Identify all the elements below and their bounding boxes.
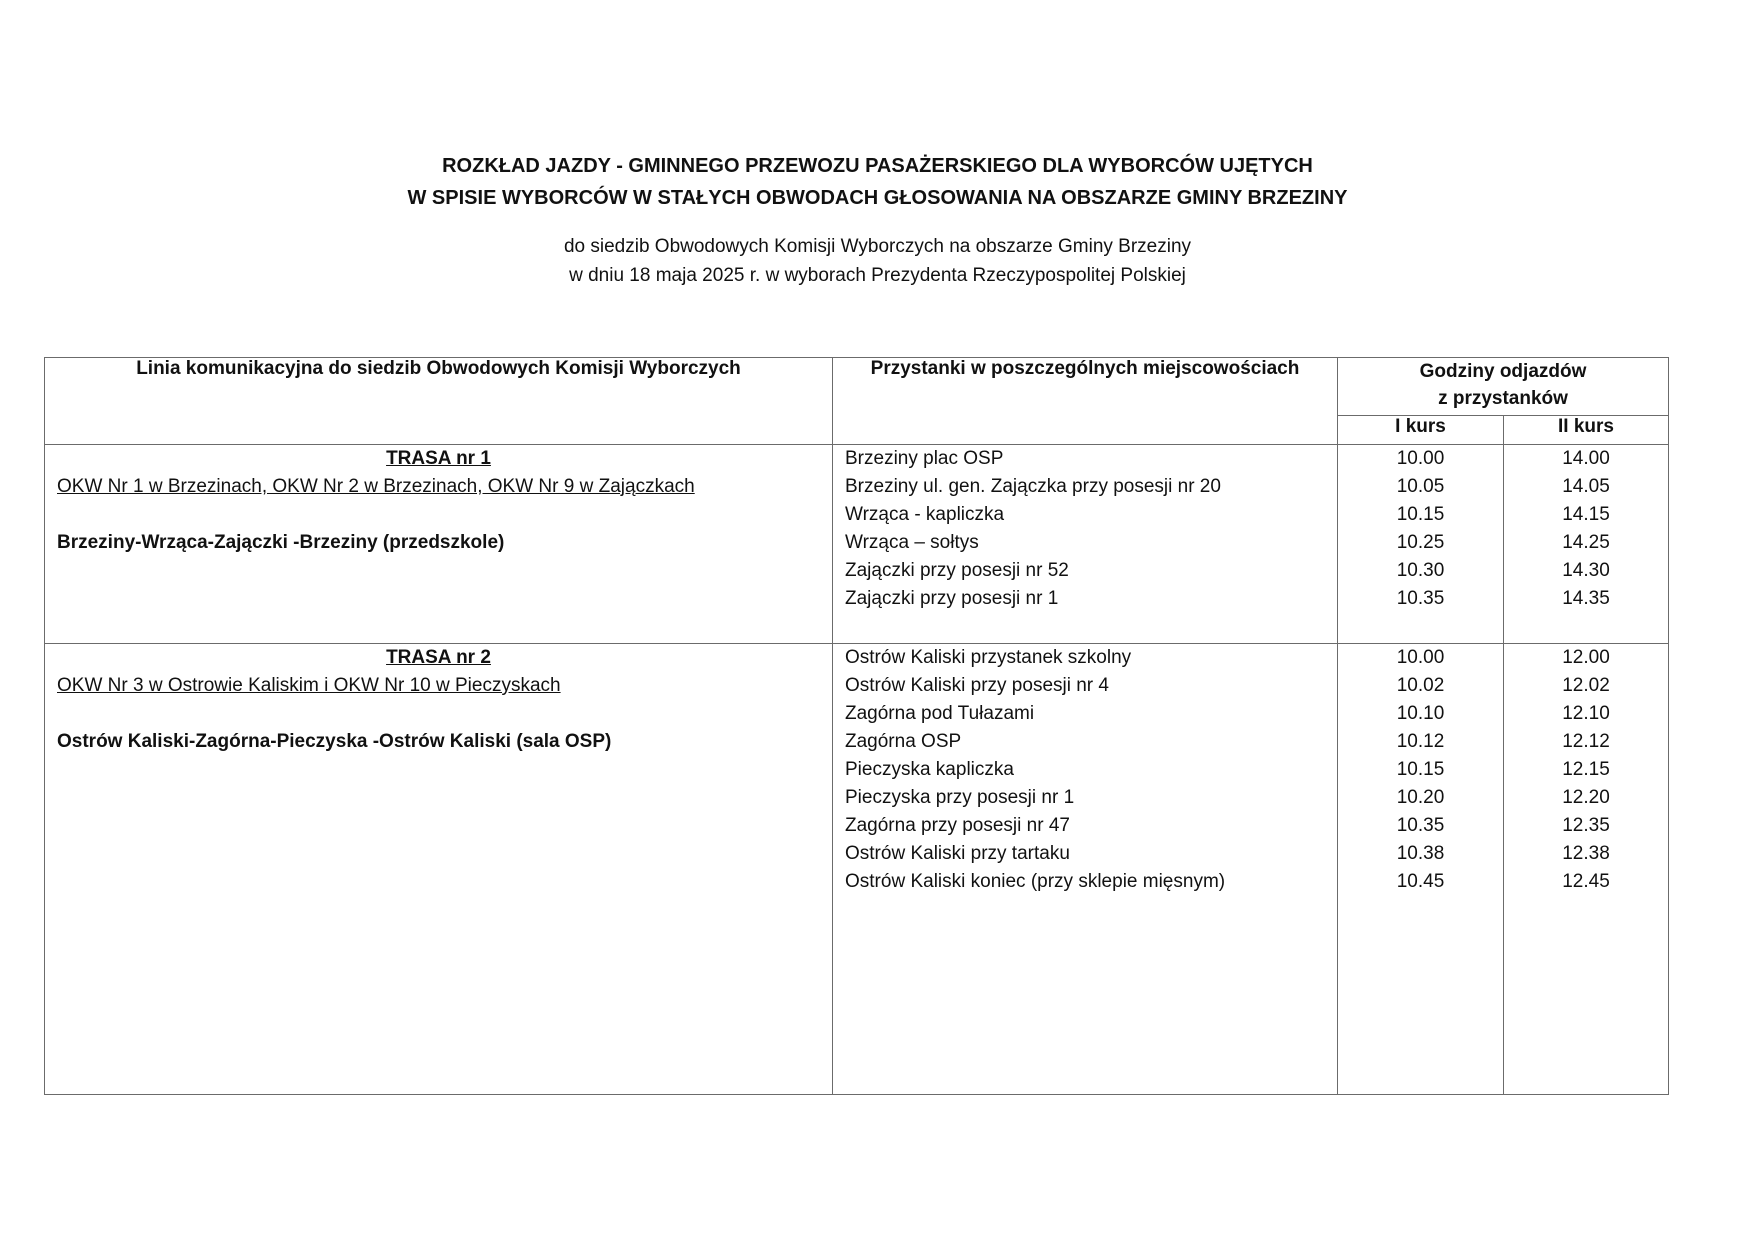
departure-time: 14.00 — [1562, 448, 1610, 469]
departure-time: 12.12 — [1562, 731, 1610, 752]
kurs-2-cell — [1504, 445, 1669, 644]
route-name: TRASA nr 2 — [386, 647, 491, 668]
departure-time: 10.15 — [1396, 759, 1445, 780]
departure-time: 12.10 — [1562, 703, 1610, 724]
route-name: TRASA nr 1 — [386, 448, 491, 469]
stops-cell — [833, 445, 1338, 644]
departure-time: 10.00 — [1396, 448, 1445, 469]
header-hours-line-1: Godziny odjazdów — [1419, 361, 1587, 382]
departure-time: 14.25 — [1562, 532, 1610, 553]
subtitle-line-2: w dniu 18 maja 2025 r. w wyborach Prezydenta Rzeczypospolitej Polskiej — [569, 265, 1186, 286]
route-info-cell — [45, 644, 833, 1095]
route-path: Brzeziny-Wrząca-Zajączki -Brzeziny (przedszkole) — [57, 532, 505, 553]
header-kurs-2: II kurs — [1504, 415, 1669, 444]
schedule-table — [44, 357, 1669, 1095]
header-stops: Przystanki w poszczególnych miejscowościach — [833, 358, 1338, 445]
stop-name: Ostrów Kaliski przy tartaku — [845, 843, 1070, 864]
header-hours-line-2: z przystanków — [1438, 388, 1568, 409]
departure-time: 10.02 — [1396, 675, 1445, 696]
departure-time: 10.10 — [1396, 703, 1445, 724]
stop-name: Zajączki przy posesji nr 52 — [845, 560, 1069, 581]
kurs-1-cell — [1338, 644, 1504, 1095]
route-info-cell — [45, 445, 833, 644]
title-line-1: ROZKŁAD JAZDY - GMINNEGO PRZEWOZU PASAŻERSKIEGO DLA WYBORCÓW UJĘTYCH — [442, 155, 1313, 177]
departure-time: 10.05 — [1396, 476, 1445, 497]
departure-time: 12.02 — [1562, 675, 1610, 696]
departure-time: 10.35 — [1396, 588, 1445, 609]
route-row — [45, 445, 1669, 644]
stop-name: Brzeziny ul. gen. Zajączka przy posesji nr 20 — [845, 476, 1221, 497]
route-row — [45, 644, 1669, 1095]
document-title — [0, 150, 1755, 214]
departure-time: 10.12 — [1396, 731, 1445, 752]
departure-time: 12.15 — [1562, 759, 1610, 780]
route-okw: OKW Nr 1 w Brzezinach, OKW Nr 2 w Brzezinach, OKW Nr 9 w Zajączkach — [57, 476, 695, 497]
departure-time: 14.15 — [1562, 504, 1610, 525]
document-subtitle — [0, 232, 1755, 290]
header-kurs-1: I kurs — [1338, 415, 1504, 444]
departure-time: 10.25 — [1396, 532, 1445, 553]
stop-name: Zajączki przy posesji nr 1 — [845, 588, 1059, 609]
header-hours — [1338, 358, 1669, 416]
departure-time: 10.45 — [1396, 871, 1445, 892]
departure-time: 10.00 — [1396, 647, 1445, 668]
departure-time: 10.15 — [1396, 504, 1445, 525]
departure-time: 12.35 — [1562, 815, 1610, 836]
departure-time: 10.20 — [1396, 787, 1445, 808]
departure-time: 14.35 — [1562, 588, 1610, 609]
stop-name: Ostrów Kaliski przy posesji nr 4 — [845, 675, 1109, 696]
stop-name: Wrząca - kapliczka — [845, 504, 1005, 525]
departure-time: 10.35 — [1396, 815, 1445, 836]
stop-name: Pieczyska przy posesji nr 1 — [845, 787, 1075, 808]
stop-name: Zagórna pod Tułazami — [845, 703, 1035, 724]
departure-time: 12.38 — [1562, 843, 1610, 864]
subtitle-line-1: do siedzib Obwodowych Komisji Wyborczych na obszarze Gminy Brzeziny — [563, 236, 1192, 257]
stop-name: Zagórna OSP — [845, 731, 962, 752]
stop-name: Ostrów Kaliski przystanek szkolny — [845, 647, 1132, 668]
kurs-1-cell — [1338, 445, 1504, 644]
stop-name: Brzeziny plac OSP — [845, 448, 1004, 469]
departure-time: 10.38 — [1396, 843, 1445, 864]
departure-time: 14.05 — [1562, 476, 1610, 497]
departure-time: 14.30 — [1562, 560, 1610, 581]
stops-cell — [833, 644, 1338, 1095]
route-okw: OKW Nr 3 w Ostrowie Kaliskim i OKW Nr 10 w Pieczyskach — [57, 675, 561, 696]
route-path: Ostrów Kaliski-Zagórna-Pieczyska -Ostrów Kaliski (sala OSP) — [57, 731, 612, 752]
header-line: Linia komunikacyjna do siedzib Obwodowych Komisji Wyborczych — [45, 358, 833, 445]
departure-time: 12.45 — [1562, 871, 1610, 892]
stop-name: Zagórna przy posesji nr 47 — [845, 815, 1070, 836]
title-line-2: W SPISIE WYBORCÓW W STAŁYCH OBWODACH GŁOSOWANIA NA OBSZARZE GMINY BRZEZINY — [407, 187, 1348, 209]
kurs-2-cell — [1504, 644, 1669, 1095]
departure-time: 10.30 — [1396, 560, 1445, 581]
header-row — [45, 358, 1669, 416]
stop-name: Pieczyska kapliczka — [845, 759, 1014, 780]
departure-time: 12.20 — [1562, 787, 1610, 808]
stop-name: Ostrów Kaliski koniec (przy sklepie mięsnym) — [845, 871, 1226, 892]
stop-name: Wrząca – sołtys — [845, 532, 979, 553]
departure-time: 12.00 — [1562, 647, 1610, 668]
